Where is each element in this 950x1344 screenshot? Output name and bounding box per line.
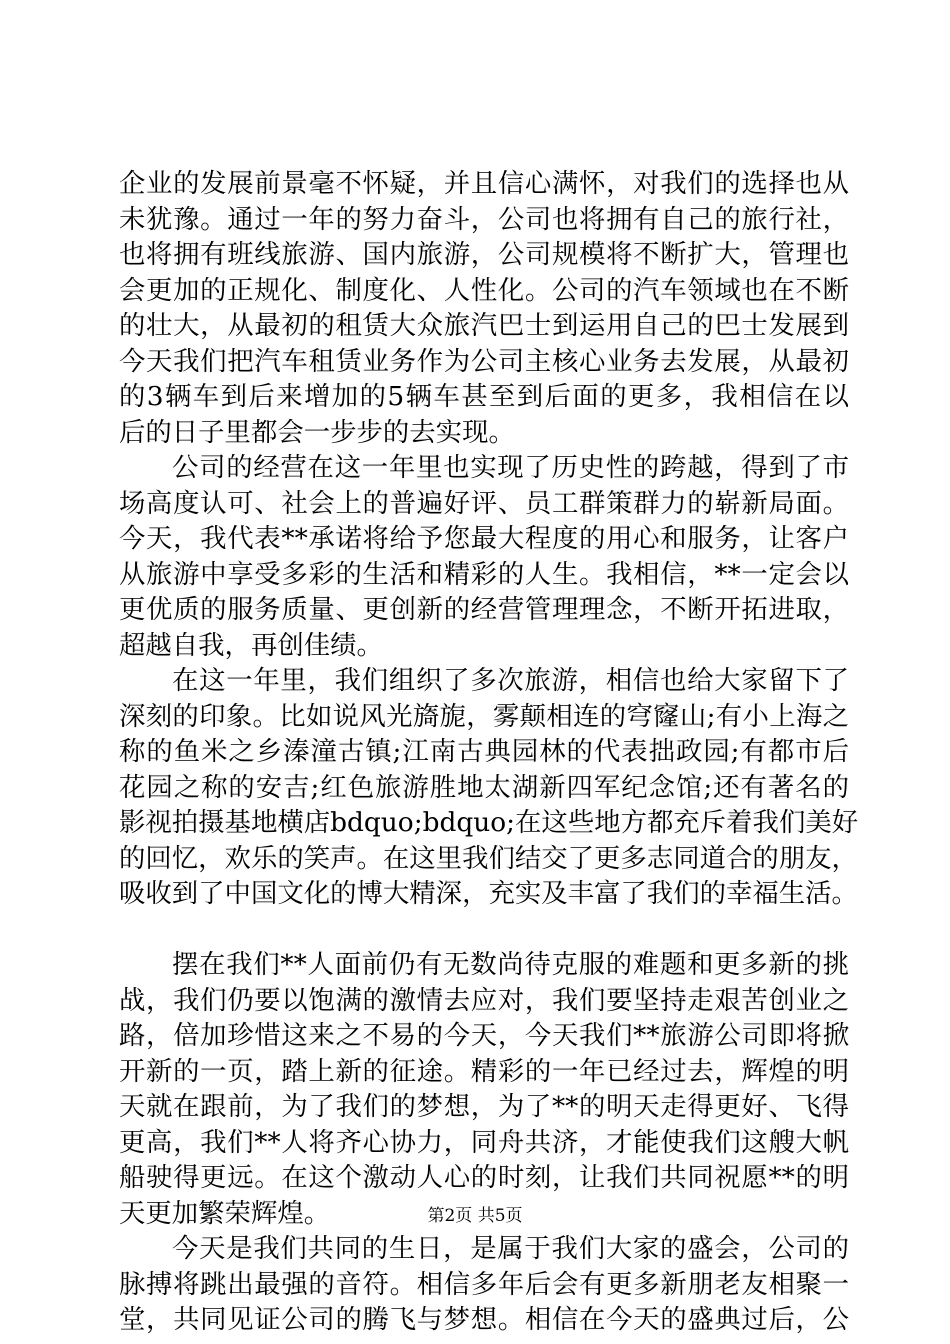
text-line: 的壮大，从最初的租赁大众旅汽巴士到运用自己的巴士发展到 bbox=[119, 310, 849, 341]
text-line: 吸收到了中国文化的博大精深，充实及丰富了我们的幸福生活。 bbox=[119, 878, 858, 909]
paragraph bbox=[119, 947, 849, 1231]
text-line: 天更加繁荣辉煌。 bbox=[119, 1197, 331, 1229]
text-line: 花园之称的安吉;红色旅游胜地太湖新四军纪念馆;还有著名的 bbox=[119, 771, 849, 803]
text-line: 摆在我们**人面前仍有无数尚待克服的难题和更多新的挑 bbox=[172, 949, 849, 980]
paragraph bbox=[119, 450, 849, 663]
text-line: 更高，我们**人将齐心协力，同舟共济，才能使我们这艘大帆 bbox=[119, 1126, 849, 1158]
text-line: 在这一年里，我们组织了多次旅游，相信也给大家留下了 bbox=[172, 665, 849, 696]
paragraph bbox=[119, 663, 859, 912]
text-line: 企业的发展前景毫不怀疑，并且信心满怀，对我们的选择也从 bbox=[119, 168, 849, 199]
text-line: 天就在跟前，为了我们的梦想，为了**的明天走得更好、飞得 bbox=[119, 1091, 849, 1122]
text-line: 脉搏将跳出最强的音符。相信多年后会有更多新朋老友相聚一 bbox=[119, 1268, 849, 1300]
page-footer: 第2页 共5页 bbox=[427, 1206, 523, 1226]
text-line: 今天我们把汽车租赁业务作为公司主核心业务去发展，从最初 bbox=[119, 345, 849, 377]
text-line: 后的日子里都会一步步的去实现。 bbox=[119, 416, 515, 448]
text-line: 公司的经营在这一年里也实现了历史性的跨越，得到了市 bbox=[172, 452, 849, 483]
paragraph bbox=[119, 166, 849, 450]
document-body bbox=[119, 166, 859, 1338]
text-line: 影视拍摄基地横店bdquo;bdquo;在这些地方都充斥着我们美好 bbox=[119, 807, 859, 838]
text-line: 船驶得更远。在这个激动人心的时刻，让我们共同祝愿**的明 bbox=[119, 1162, 849, 1193]
text-line: 今天是我们共同的生日，是属于我们大家的盛会，公司的 bbox=[172, 1233, 849, 1264]
text-line: 会更加的正规化、制度化、人性化。公司的汽车领域也在不断 bbox=[119, 274, 849, 306]
text-line: 从旅游中享受多彩的生活和精彩的人生。我相信，**一定会以 bbox=[119, 558, 849, 590]
text-line: 场高度认可、社会上的普遍好评、员工群策群力的崭新局面。 bbox=[119, 487, 849, 519]
text-line: 堂，共同见证公司的腾飞与梦想。相信在今天的盛典过后，公 bbox=[119, 1304, 849, 1335]
text-line: 深刻的印象。比如说风光旖旎，雾颠相连的穹窿山;有小上海之 bbox=[119, 700, 849, 732]
text-line: 开新的一页，踏上新的征途。精彩的一年已经过去，辉煌的明 bbox=[119, 1055, 849, 1087]
text-line: 今天，我代表**承诺将给予您最大程度的用心和服务，让客户 bbox=[119, 523, 849, 554]
text-line: 也将拥有班线旅游、国内旅游，公司规模将不断扩大，管理也 bbox=[119, 239, 849, 270]
text-line: 的回忆，欢乐的笑声。在这里我们结交了更多志同道合的朋友， bbox=[119, 842, 858, 874]
text-line: 路，倍加珍惜这来之不易的今天，今天我们**旅游公司即将掀 bbox=[119, 1020, 849, 1051]
blank-line bbox=[119, 912, 849, 948]
text-line: 称的鱼米之乡溱潼古镇;江南古典园林的代表拙政园;有都市后 bbox=[119, 736, 849, 767]
text-line: 的3辆车到后来增加的5辆车甚至到后面的更多，我相信在以 bbox=[119, 381, 849, 412]
text-line: 超越自我，再创佳绩。 bbox=[119, 629, 383, 661]
text-line: 战，我们仍要以饱满的激情去应对，我们要坚持走艰苦创业之 bbox=[119, 984, 849, 1016]
text-line: 未犹豫。通过一年的努力奋斗，公司也将拥有自己的旅行社， bbox=[119, 203, 849, 235]
text-line: 更优质的服务质量、更创新的经营管理理念，不断开拓进取， bbox=[119, 594, 849, 625]
paragraph bbox=[119, 1231, 849, 1338]
